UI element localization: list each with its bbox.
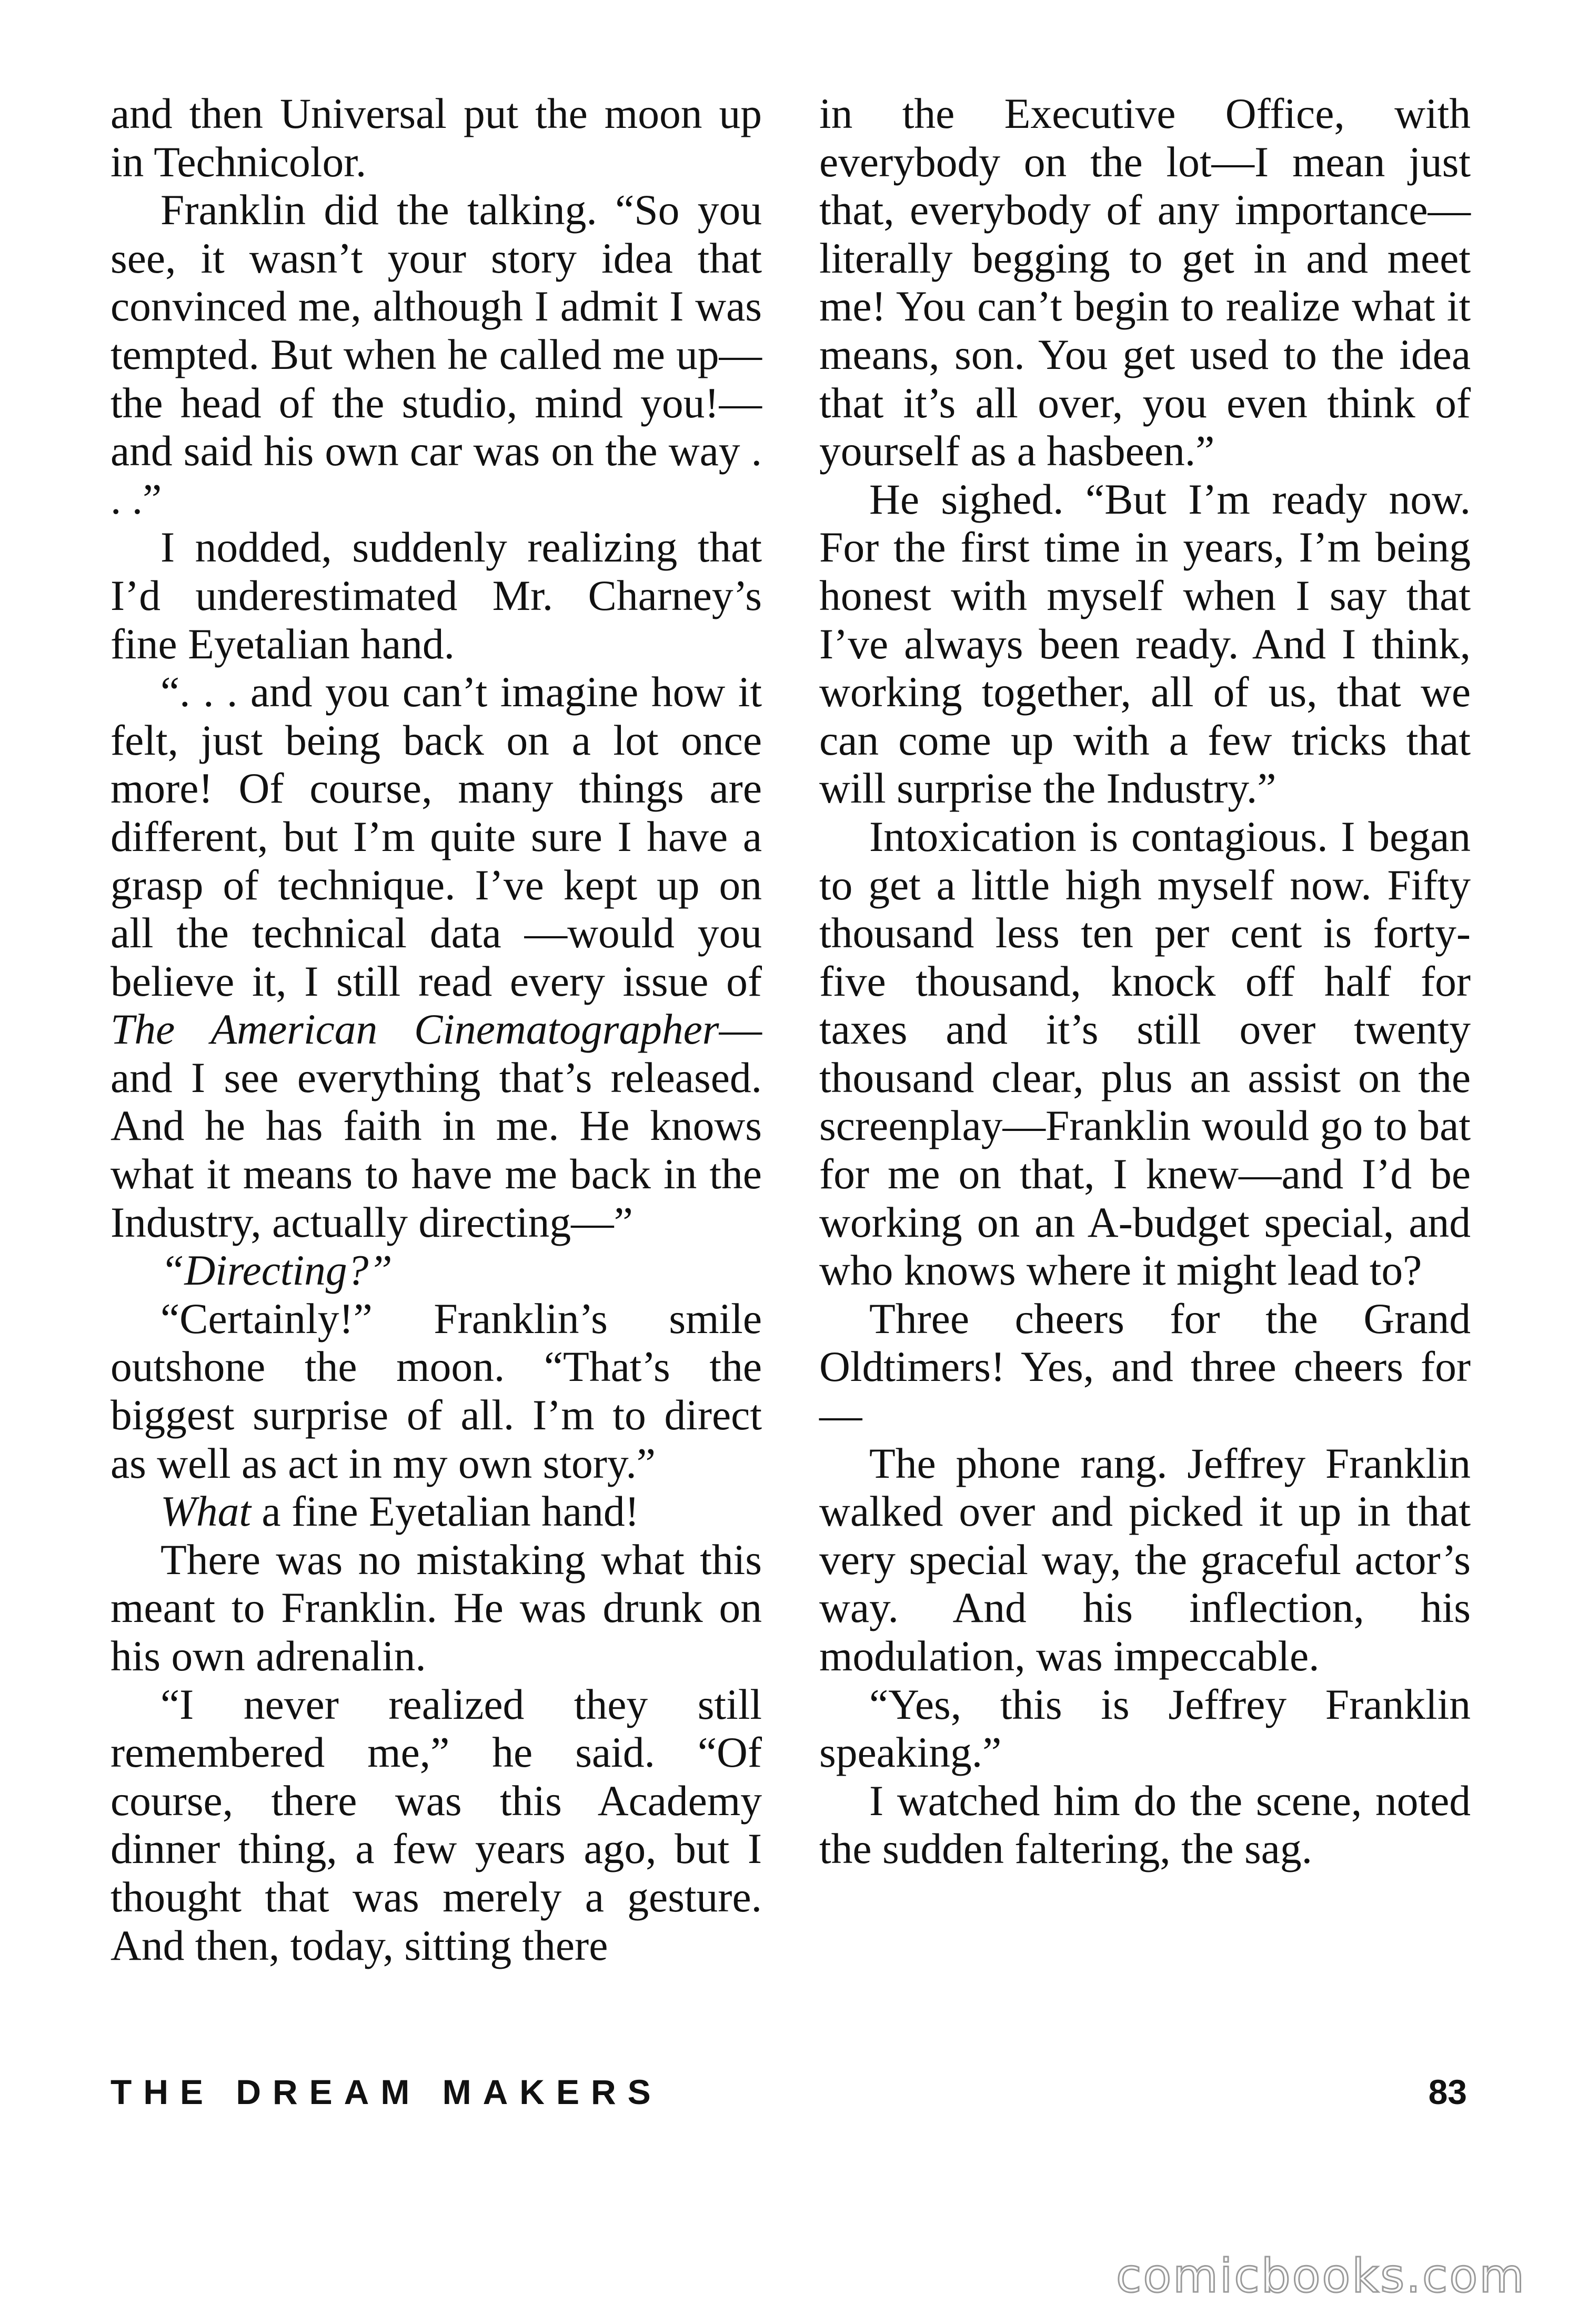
paragraph [110,1246,762,1295]
paragraph [110,1487,762,1536]
page-number: 83 [1428,2072,1467,2111]
right-text-column [819,89,1471,1873]
text-run: “. . . and you can’t imagine how it felt, just being back on a lot once more! Of course, many things are different, but I’m quite sure I have a grasp of technique. I’ve kept up on all the technical data —would you believe it, I still read every issue of [110,668,762,1005]
paragraph: “I never realized they still remembered me,” he said. “Of course, there was this Academy dinner thing, a few years ago, but I thought that was merely a gesture. And then, today, sitting there [110,1680,762,1969]
paragraph: He sighed. “But I’m ready now. For the first time in years, I’m being honest with myself when I say that I’ve always been ready. And I think, working together, all of us, that we can come up with a few tricks that will surprise the Industry.” [819,475,1471,813]
paragraph [110,668,762,1246]
paragraph: “Certainly!” Franklin’s smile outshone the moon. “That’s the biggest surprise of all. I’m to direct as well as act in my own story.” [110,1294,762,1487]
italic-word: What [160,1487,252,1536]
paragraph: in the Executive Office, with everybody on the lot—I mean just that, everybody of any importance—literally begging to get in and meet me! You can’t begin to realize what it means, son. You get used to the idea that it’s all over, you even think of yourself as a hasbeen.” [819,89,1471,475]
paragraph: Intoxication is contagious. I began to get a little high myself now. Fifty thousand less ten per cent is forty-five thousand, knock off half for taxes and it’s still over twenty thousand clear, plus an assist on the screenplay—Franklin would go to bat for me on that, I knew—and I’d be working on an A-budget special, and who knows where it might lead to? [819,812,1471,1295]
left-text-column [110,89,762,1969]
site-watermark: comicbooks.com [1115,2249,1526,2303]
italic-text: “Directing?” [160,1246,393,1295]
paragraph: and then Universal put the moon up in Technicolor. [110,89,762,186]
running-footer-title: THE DREAM MAKERS [110,2072,662,2111]
paragraph: I nodded, suddenly realizing that I’d underestimated Mr. Charney’s fine Eyetalian hand. [110,523,762,668]
text-run: a fine Eyetalian hand! [251,1487,639,1536]
paragraph: I watched him do the scene, noted the sudden faltering, the sag. [819,1776,1471,1873]
italic-title: The American Cinematographer [110,1005,719,1054]
text-run: —and I see everything that’s released. And he has faith in me. He knows what it means to have me back in the Industry, actually directing—” [110,1005,762,1246]
paragraph: There was no mistaking what this meant to Franklin. He was drunk on his own adrenalin. [110,1535,762,1680]
paragraph: “Yes, this is Jeffrey Franklin speaking.” [819,1680,1471,1777]
paragraph: Three cheers for the Grand Oldtimers! Yes, and three cheers for— [819,1294,1471,1439]
paragraph: The phone rang. Jeffrey Franklin walked over and picked it up in that very special way, the graceful actor’s way. And his inflection, his modulation, was impeccable. [819,1439,1471,1680]
paragraph: Franklin did the talking. “So you see, it wasn’t your story idea that convinced me, although I admit I was tempted. But when he called me up—the head of the studio, mind you!—and said his own car was on the way . . .” [110,186,762,523]
